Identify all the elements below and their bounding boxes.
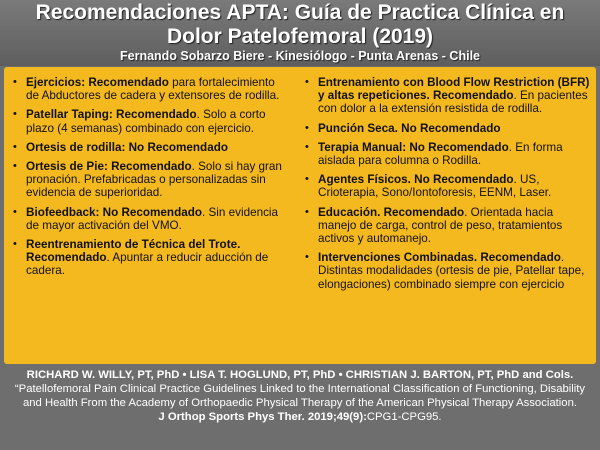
recommendation-item bbox=[304, 141, 590, 167]
bullet-icon: • bbox=[13, 76, 17, 88]
bullet-icon: • bbox=[305, 76, 309, 88]
bullet-icon: • bbox=[13, 140, 17, 153]
recommendation-heading: Biofeedback: No Recomendado bbox=[26, 205, 202, 219]
reference-pages: CPG1-CPG95. bbox=[366, 411, 442, 423]
title-line-2: Dolor Patelofemoral (2019) bbox=[166, 25, 434, 48]
recommendation-heading: Reentrenamiento de Técnica del Trote. Recomendado bbox=[26, 238, 241, 265]
recommendation-heading: Ejercicios: Recomendado bbox=[26, 76, 169, 89]
recommendation-heading: Intervenciones Combinadas. Recomendado bbox=[318, 251, 561, 265]
recommendation-heading: Ortesis de Pie: Recomendado bbox=[26, 160, 192, 174]
recommendation-item bbox=[12, 206, 290, 232]
reference-authors: RICHARD W. WILLY, PT, PhD • LISA T. HOGLUND, PT, PhD • CHRISTIAN J. BARTON, PT, PhD and Cols. bbox=[26, 369, 574, 381]
bullet-icon: • bbox=[305, 121, 309, 134]
recommendation-heading: Agentes Físicos. No Recomendado bbox=[318, 173, 514, 187]
bullet-icon: • bbox=[13, 238, 17, 251]
recommendations-panel bbox=[4, 67, 596, 364]
left-recommendation-list bbox=[12, 76, 290, 278]
recommendation-detail: para fortalecimiento de Abductores de cadera y extensores de rodilla. bbox=[26, 76, 280, 103]
recommendation-heading: Terapia Manual: No Recomendado bbox=[318, 140, 509, 154]
bullet-icon: • bbox=[13, 160, 17, 173]
reference-footer bbox=[0, 366, 600, 450]
recommendation-heading: Patellar Taping: Recomendado bbox=[26, 108, 197, 122]
bullet-icon: • bbox=[305, 140, 309, 153]
recommendation-detail: . Solo a corto plazo (4 semanas) combinado con ejercicio. bbox=[26, 108, 266, 135]
author-line: Fernando Sobarzo Biere - Kinesiólogo - Punta Arenas - Chile bbox=[120, 49, 480, 63]
bullet-icon: • bbox=[13, 108, 17, 121]
recommendation-heading: Entrenamiento con Blood Flow Restriction (BFR) y altas repeticiones. Recomendado bbox=[318, 76, 590, 103]
bullet-icon: • bbox=[305, 251, 309, 264]
recommendation-item bbox=[304, 173, 590, 199]
recommendation-item bbox=[12, 238, 290, 278]
bullet-icon: • bbox=[305, 205, 309, 218]
bullet-icon: • bbox=[305, 173, 309, 186]
recommendation-heading: Punción Seca. No Recomendado bbox=[318, 121, 501, 135]
recommendation-item bbox=[304, 76, 590, 116]
recommendation-item bbox=[304, 251, 590, 291]
left-column bbox=[12, 76, 290, 284]
recommendation-item bbox=[12, 108, 290, 134]
recommendation-detail: . Apuntar a reducir aducción de cadera. bbox=[26, 251, 269, 278]
recommendation-detail: . Distintas modalidades (ortesis de pie, Patellar tape, elongaciones) combinado siempre con ejercicio bbox=[318, 251, 585, 291]
header bbox=[0, 0, 600, 66]
bullet-icon: • bbox=[13, 205, 17, 218]
recommendation-item bbox=[12, 160, 290, 200]
recommendation-item bbox=[304, 122, 590, 135]
recommendation-detail: . En pacientes con dolor a la extensión resistida de rodilla. bbox=[318, 89, 588, 116]
reference-journal-line bbox=[6, 410, 594, 424]
reference-text bbox=[6, 368, 594, 410]
recommendation-detail: . Solo si hay gran pronación. Prefabricadas o personalizadas sin evidencia de superioridad. bbox=[26, 160, 282, 200]
recommendation-detail: . En forma aislada para columna o Rodilla. bbox=[318, 140, 563, 168]
recommendation-detail: . US, Crioterapia, Sono/Iontoforesis, EENM, Laser. bbox=[318, 173, 552, 200]
right-recommendation-list bbox=[304, 76, 590, 291]
right-column bbox=[304, 76, 590, 297]
recommendation-item bbox=[12, 76, 290, 102]
reference-journal: J Orthop Sports Phys Ther. 2019;49(9): bbox=[158, 411, 367, 423]
recommendation-heading: Ortesis de rodilla: No Recomendado bbox=[26, 140, 228, 154]
recommendation-item bbox=[304, 206, 590, 246]
reference-citation: “Patellofemoral Pain Clinical Practice Guidelines Linked to the International Classification of Functioning, Disability and Health From the Academy of Orthopaedic Physical Therapy of the American Physical Therapy Association. bbox=[14, 383, 586, 409]
recommendation-detail: . Orientada hacia manejo de carga, control de peso, tratamientos activos y automanejo. bbox=[318, 205, 563, 246]
title-line-1: Recomendaciones APTA: Guía de Practica Clínica en bbox=[35, 1, 565, 24]
recommendation-item bbox=[12, 141, 290, 154]
recommendation-detail: . Sin evidencia de mayor activación del VMO. bbox=[26, 205, 279, 232]
recommendation-heading: Educación. Recomendado bbox=[318, 205, 465, 219]
